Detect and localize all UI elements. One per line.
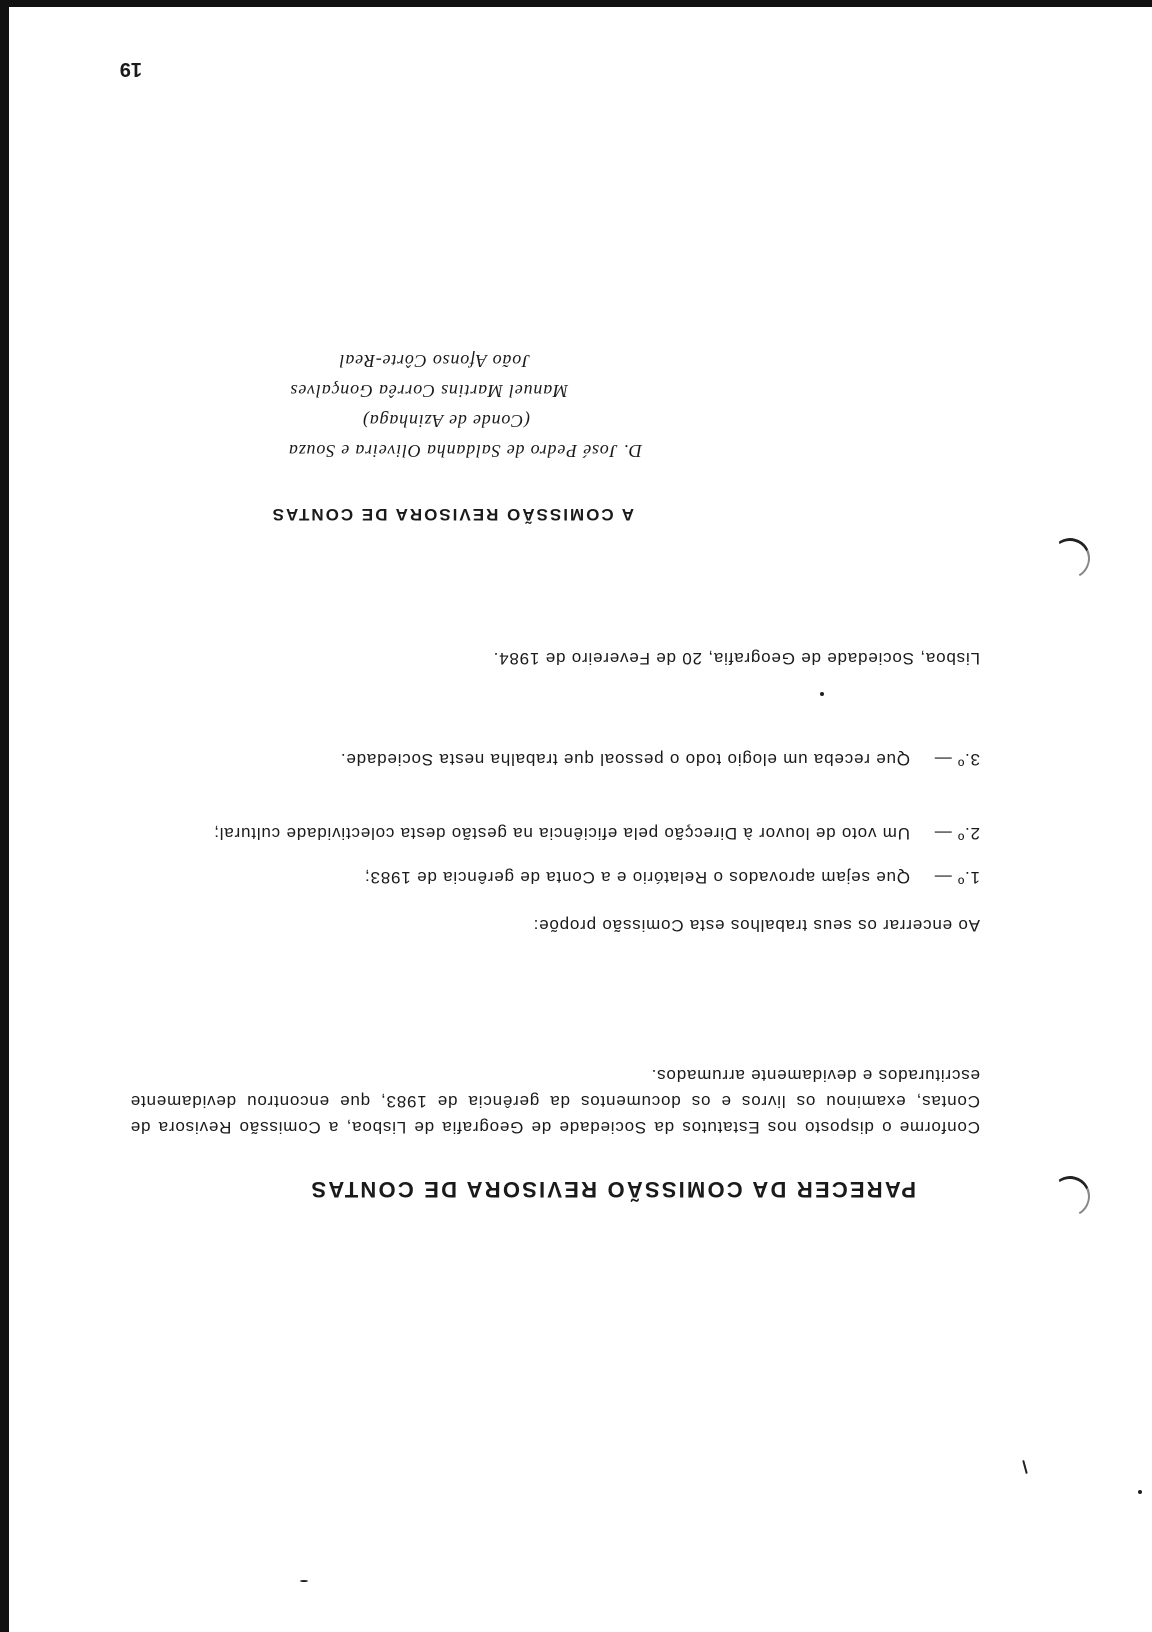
proposal-item: [130, 746, 980, 772]
proposal-item: [130, 864, 980, 890]
intro-paragraph: Conforme o disposto nos Estatutos da Sociedade de Geografia de Lisboa, a Comissão Revisora de Contas, examinou os livros e os documentos da gerência de 1983, que encontrou devidamente escriturados e devidamente arrumados.: [130, 1066, 980, 1137]
signatory-name: D. José Pedro de Saldanha Oliveira e Souza: [288, 441, 642, 461]
signature-block: [288, 346, 642, 466]
document-title: PARECER DA COMISSÃO REVISORA DE CONTAS: [309, 1177, 916, 1202]
item-number: 3.º —: [933, 750, 980, 769]
place-and-date: Lisboa, Sociedade de Geografia, 20 de Fevereiro de 1984.: [492, 649, 980, 668]
item-text: Que sejam aprovados o Relatório e a Conta de gerência de 1983;: [364, 868, 910, 887]
item-number: 2.º —: [933, 824, 980, 843]
committee-heading: A COMISSÃO REVISORA DE CONTAS: [270, 505, 634, 524]
signatory-title: (Conde de Azinhaga): [362, 411, 530, 431]
signatory-name: João Afonso Côrte-Real: [338, 351, 530, 371]
page-number: 19: [119, 58, 142, 80]
item-text: Um voto de louvor à Direcção pela eficiência na gestão desta colectividade cultural;: [213, 824, 910, 843]
signatory-name: Manuel Martins Corrêa Gonçalves: [289, 381, 568, 401]
item-number: 1.º —: [933, 868, 980, 887]
proposal-item: [130, 820, 980, 846]
item-text: Que receba um elogio todo o pessoal que trabalha nesta Sociedade.: [340, 750, 910, 769]
proposal-intro: Ao encerrar os seus trabalhos esta Comissão propõe:: [532, 916, 980, 935]
